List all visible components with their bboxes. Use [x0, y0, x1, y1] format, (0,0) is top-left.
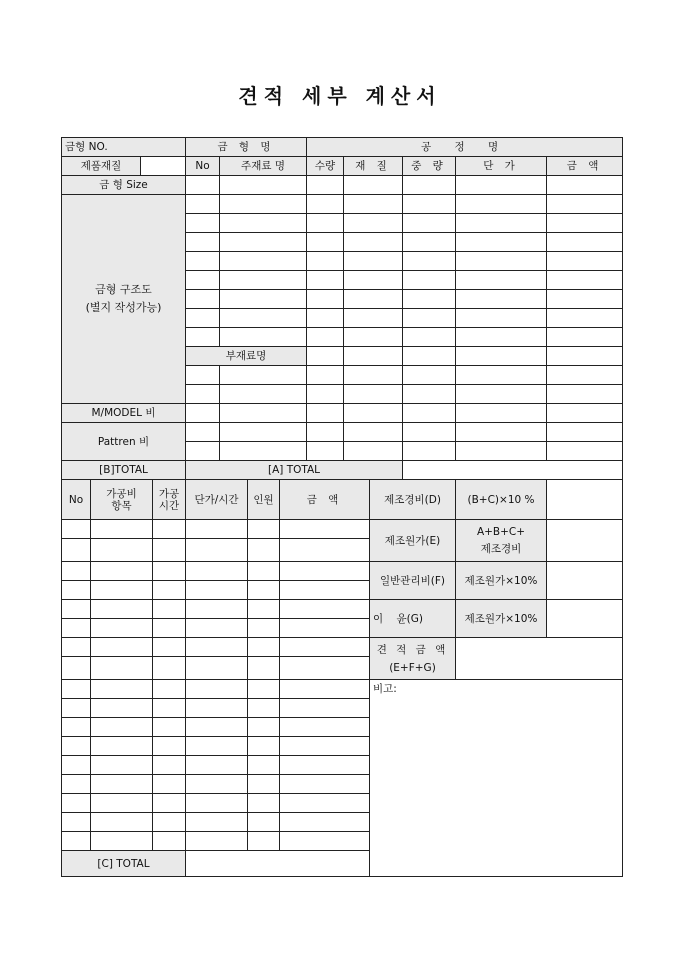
- general-admin-cost-formula: 제조원가×10%: [456, 562, 547, 600]
- remarks-cell[interactable]: [370, 680, 623, 877]
- c-total-value[interactable]: [186, 851, 370, 877]
- mold-size-label: 금 형 Size: [62, 176, 186, 195]
- manufacturing-cost-label: 제조원가(E): [370, 520, 456, 562]
- mold-structure-note: (별지 작성가능): [85, 301, 162, 314]
- a-total-value[interactable]: [403, 461, 623, 480]
- a-total-label: [A] TOTAL: [186, 461, 403, 480]
- mold-structure-cell: [62, 195, 186, 404]
- col-quantity-header: 수량: [307, 157, 344, 176]
- profit-value[interactable]: [547, 600, 623, 638]
- profit-label: 이 윤(G): [370, 600, 456, 638]
- mold-name-label: 금 형 명: [186, 138, 307, 157]
- col-material-header: 재 질: [344, 157, 403, 176]
- c-total-label: [C] TOTAL: [62, 851, 186, 877]
- col-no-header-2: No: [62, 480, 91, 520]
- model-cost-label: M/MODEL 비: [62, 404, 186, 423]
- profit-formula: 제조원가×10%: [456, 600, 547, 638]
- col-weight-header: 중 량: [403, 157, 456, 176]
- manufacturing-cost-value[interactable]: [547, 520, 623, 562]
- col-amount-header-2: 금 액: [280, 480, 370, 520]
- mold-no-label: 금형 NO.: [62, 138, 186, 157]
- col-unit-price-per-hour-header: 단가/시간: [186, 480, 248, 520]
- col-unit-price-header: 단 가: [456, 157, 547, 176]
- b-total-label: [B]TOTAL: [62, 461, 186, 480]
- sub-material-label: 부재료명: [186, 347, 307, 366]
- quote-amount-value[interactable]: [456, 638, 623, 680]
- process-name-label: 공 정 명: [307, 138, 623, 157]
- process-cost-table: [61, 479, 623, 877]
- material-cost-table: [61, 137, 623, 480]
- manufacturing-expense-formula: (B+C)×10 %: [456, 480, 547, 520]
- col-main-material-header: 주재료 명: [220, 157, 307, 176]
- product-material-value[interactable]: [141, 157, 186, 176]
- remarks-label: 비고:: [373, 683, 397, 695]
- manufacturing-cost-formula: [456, 520, 547, 562]
- manufacturing-cost-formula-line2: 제조경비: [480, 542, 522, 555]
- col-process-cost-item-header: 가공비 항목: [91, 480, 153, 520]
- pattern-cost-label: Pattren 비: [62, 423, 186, 461]
- col-no-header: No: [186, 157, 220, 176]
- general-admin-cost-value[interactable]: [547, 562, 623, 600]
- mold-structure-label: 금형 구조도: [95, 283, 152, 296]
- col-amount-header: 금 액: [547, 157, 623, 176]
- quote-amount-line2: (E+F+G): [389, 661, 436, 674]
- manufacturing-expense-value[interactable]: [547, 480, 623, 520]
- quote-amount-line1: 견 적 금 액: [376, 643, 449, 656]
- general-admin-cost-label: 일반관리비(F): [370, 562, 456, 600]
- product-material-label: 제품재질: [62, 157, 141, 176]
- col-personnel-header: 인원: [248, 480, 280, 520]
- manufacturing-expense-label: 제조경비(D): [370, 480, 456, 520]
- page-title: 견적 세부 계산서: [238, 84, 442, 108]
- col-process-time-header: 가공 시간: [153, 480, 186, 520]
- quote-amount-label: [370, 638, 456, 680]
- manufacturing-cost-formula-line1: A+B+C+: [476, 525, 526, 538]
